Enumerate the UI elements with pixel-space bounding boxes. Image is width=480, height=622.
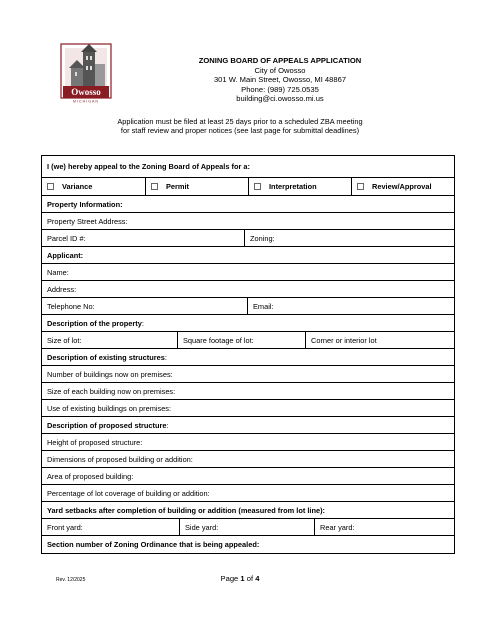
revision-date: Rev. 12/2025 — [56, 577, 86, 583]
section-number-heading: Section number of Zoning Ordinance that is being appealed: — [47, 540, 260, 549]
desc-proposed-row — [42, 417, 454, 434]
contact-row — [42, 298, 454, 315]
option-review-approval[interactable] — [351, 178, 454, 195]
page-prefix: Page — [220, 574, 241, 583]
page-total: 4 — [255, 574, 260, 583]
size-each-row[interactable] — [42, 383, 454, 400]
office-email: building@ci.owosso.mi.us — [236, 94, 324, 104]
logo-subtext: MICHIGAN — [73, 99, 99, 104]
rear-yard-field[interactable]: Rear yard: — [314, 519, 454, 535]
option-label: Variance — [62, 182, 93, 191]
area-row[interactable] — [42, 468, 454, 485]
desc-property-heading: Description of the property — [47, 318, 142, 328]
street-address-row[interactable] — [42, 213, 454, 230]
corner-interior-field[interactable]: Corner or interior lot — [305, 332, 454, 348]
percentage-field[interactable]: Percentage of lot coverage of building or addition: — [47, 488, 210, 498]
application-form — [41, 155, 455, 554]
filing-notice — [60, 117, 420, 136]
parcel-id-field[interactable]: Parcel ID #: — [47, 233, 86, 243]
size-of-lot-field[interactable]: Size of lot: — [47, 335, 82, 345]
email-field[interactable]: Email: — [247, 298, 454, 314]
checkbox-icon[interactable] — [151, 183, 158, 190]
option-interpretation[interactable] — [248, 178, 351, 195]
telephone-field[interactable]: Telephone No: — [47, 301, 95, 311]
heading-colon: : — [141, 318, 144, 328]
address-row[interactable] — [42, 281, 454, 298]
form-title: ZONING BOARD OF APPEALS APPLICATION — [198, 56, 362, 65]
section-number-row — [42, 536, 454, 553]
setbacks-row — [42, 502, 454, 519]
option-label: Interpretation — [269, 182, 317, 191]
yards-row — [42, 519, 454, 536]
owosso-logo — [57, 42, 115, 104]
size-each-field[interactable]: Size of each building now on premises: — [47, 386, 176, 396]
setbacks-heading: Yard setbacks after completion of building or addition (measured from lot line): — [47, 505, 326, 515]
appeal-heading: I (we) hereby appeal to the Zoning Board of Appeals for a: — [47, 162, 250, 171]
name-field[interactable]: Name: — [47, 267, 69, 277]
office-address: 301 W. Main Street, Owosso, MI 48867 — [213, 75, 347, 85]
desc-proposed-heading: Description of proposed structure — [47, 420, 167, 430]
use-existing-field[interactable]: Use of existing buildings on premises: — [47, 403, 172, 413]
area-field[interactable]: Area of proposed building: — [47, 471, 134, 481]
zoning-field[interactable]: Zoning: — [244, 230, 454, 246]
page-indicator — [0, 574, 480, 583]
option-label: Permit — [166, 182, 190, 191]
num-buildings-row[interactable] — [42, 366, 454, 383]
applicant-heading: Applicant: — [47, 250, 84, 260]
desc-existing-row — [42, 349, 454, 366]
dimensions-row[interactable] — [42, 451, 454, 468]
office-header — [160, 56, 400, 104]
appeal-options-row — [42, 178, 454, 196]
side-yard-field[interactable]: Side yard: — [179, 519, 314, 535]
city-name: City of Owosso — [254, 65, 306, 75]
option-variance[interactable] — [42, 178, 145, 195]
applicant-row — [42, 247, 454, 264]
address-field[interactable]: Address: — [47, 284, 77, 294]
property-info-row — [42, 196, 454, 213]
checkbox-icon[interactable] — [47, 183, 54, 190]
height-field[interactable]: Height of proposed structure: — [47, 437, 143, 447]
notice-line-2: for staff review and proper notices (see last page for submittal deadlines) — [120, 126, 360, 136]
street-address-field[interactable]: Property Street Address: — [47, 216, 128, 226]
logo-text: Owosso — [71, 87, 101, 97]
lot-row — [42, 332, 454, 349]
use-existing-row[interactable] — [42, 400, 454, 417]
num-buildings-field[interactable]: Number of buildings now on premises: — [47, 369, 173, 379]
front-yard-field[interactable]: Front yard: — [47, 522, 83, 532]
square-footage-field[interactable]: Square footage of lot: — [177, 332, 305, 348]
office-phone: Phone: (989) 725.0535 — [241, 84, 319, 94]
property-info-heading: Property Information: — [47, 199, 123, 209]
page-of: of — [244, 574, 256, 583]
heading-colon: : — [164, 352, 167, 362]
option-label: Review/Approval — [372, 182, 432, 191]
option-permit[interactable] — [145, 178, 248, 195]
name-row[interactable] — [42, 264, 454, 281]
notice-line-1: Application must be filed at least 25 days prior to a scheduled ZBA meeting — [117, 117, 363, 126]
parcel-row — [42, 230, 454, 247]
percentage-row[interactable] — [42, 485, 454, 502]
desc-property-row — [42, 315, 454, 332]
heading-colon: : — [166, 420, 169, 430]
height-row[interactable] — [42, 434, 454, 451]
checkbox-icon[interactable] — [357, 183, 364, 190]
desc-existing-heading: Description of existing structures — [47, 352, 165, 362]
dimensions-field[interactable]: Dimensions of proposed building or addition: — [47, 454, 193, 464]
page-current: 1 — [240, 574, 245, 583]
checkbox-icon[interactable] — [254, 183, 261, 190]
appeal-heading-row — [42, 156, 454, 178]
